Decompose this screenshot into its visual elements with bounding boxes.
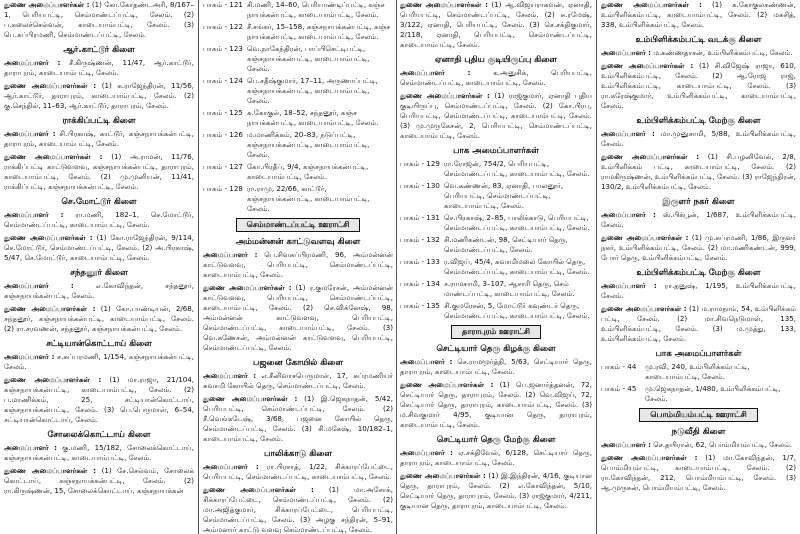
label: அமைப்பாளர் : [4,129,56,138]
booth-text: மு.ஜெகநாதன், 1/480, உம்பிளிக்கம்பட்டி, சேலம். [645,384,781,403]
branch-title: இருளர் நகர் கிளை [662,197,735,207]
booth-text: ம.மாணிக்கம், 20–83, நடுப்பட்டி, கஞ்சநாயக்கன்பட்டி, காடையாம்பட்டி, சேலம். [247,130,370,159]
booth-number: பாகம் - 134 [400,279,440,288]
entry [601,48,796,58]
entry-text: க.அனுசிக், பெரியபட்டி, செம்மாண்டப்பட்டி, காடையாம்பட்டி, சேலம். [400,68,592,87]
booth-text: க.கோகுல், 18–52, சந்தனூர், கஞ்ச நாயக்கன்பட்டி, காடையாம்பட்டி, சேலம். [247,108,379,127]
booth-text: வெ.நாகேந்திரன், பாப்பிசெட்டிபட்டி, கஞ்சநாயக்கன்பட்டி, காடையாம்பட்டி, சேலம். [247,44,370,73]
booth-text: ச.ராமசாமி, 3–107, ஆசாரி தெரு, செம் மாண்டப்பட்டி, காடையாம்பட்டி, சேலம். [444,279,575,298]
entry-text: ஏ.சக்திவேல், 6/128, செட்டியார் தெரு, தாராபுரம், காடையாம்பட்டி, சேலம். [400,448,592,467]
entry [400,357,592,377]
entry [203,250,393,280]
entry-text: (1) கோ.பாண்டியன், 2/68, சந்தனூர், கஞ்சநாயக்கன்பட்டி, காடையாம்பட்டி, சேலம். (2) ரா.சரவணன், சந்தனூர், கஞ்சநாயக்கன்பட்டி, சேலம். [4,304,194,333]
entry [4,58,194,78]
entry-text: செ.ராமமூர்த்தி, 5/63, செட்டியார் தெரு, தாராபுரம், காடையாம்பட்டி, சேலம். [400,357,592,376]
entry [203,485,393,534]
entry-text: (1) பெ.ஜனார்த்தனன், 72, செட்டியார் தெரு, தாராபுரம், சேலம். (2) வெ.விஜய், 72, செட்டியார் தெரு, தாராபுரம், காடையாம்பட்டி, சேலம். (3) ம.சிவகுமார் 4/95, குடியான தெரு, தாராபுரம், காடையாம்பட்டி, சேலம். [400,380,592,429]
booth-row [203,0,393,20]
booth-section-title: பாக அமைப்பாளர்கள் [655,349,742,359]
panchayat-banner: தாராபுரம் ஊராட்சி [451,325,541,339]
branch-title: ஆர்.காட்டூர் கிளை [63,45,135,55]
label: அமைப்பாளர் : [203,462,259,471]
entry [4,210,194,230]
booth-number: பாகம் - 45 [601,384,637,393]
entry [4,466,194,496]
entry [601,453,796,493]
entry-text: எ.சீனிவாசபெருமாள், 17, சுப்ரமணியர் சுவாமி கோயில் தெரு, செம்மாண்டப்பட்டி, சேலம். [203,371,393,390]
entry [400,471,592,511]
label: அமைப்பாளர் : [203,371,257,380]
booth-text: வெ.கண்ணன், 83, ஏனாதி, பாலனூர், பெரியபட்டி, செம்மாண்டப்பட்டி, காடையாம்பட்டி, சேலம். [444,181,564,210]
branch-title: உம்பிளிக்கம்பட்டி மேற்கு கிளை [636,268,761,278]
label: துணை அமைப்பாளர்கள் : [4,0,90,9]
booth-text: ர.விஜய், 45/4, சுவாமிமலை கோயில் தெரு, செம்மாண்டப்பட்டி, காடையாம்பட்டி, சேலம். [444,257,590,276]
column-2 [203,0,393,534]
booth-list [400,159,592,321]
booth-number: பாகம் - 121 [203,0,243,9]
label: அமைப்பாளர் : [400,448,453,457]
booth-number: பாகம் - 128 [203,184,243,193]
entry-text: (1) இ.ஜெகநாதன், 5/42, பெரியபட்டி, செம்மாண்டப்பட்டி, சேலம். (2) சீ.வெங்கடேஷ், 3/68, பஜனை கோயில் தெரு, செம்மாண்டப்பட்டி, சேலம். (3) சி.மகேஷ், 10/182–1, காடையாம்பட்டி, சேலம். [203,394,393,443]
booth-list [203,0,393,214]
branch-title: செட்டியார் தெரு கிழக்கு கிளை [436,344,556,354]
branch-title: நடுவீதி கிளை [671,427,726,437]
entry-text: சி.பிரகாஷ், காட்டூர், கஞ்சநாயக்கன்பட்டி, தாராபுரம், காடையாம்பட்டி, சேலம். [4,129,194,148]
label: துணை அமைப்பாளர்கள் : [601,233,689,242]
entry [203,283,393,353]
label: துணை அமைப்பாளர்கள் : [4,466,96,475]
label: துணை அமைப்பாளர்கள் : [601,0,702,9]
booth-number: பாகம் - 122 [203,22,243,31]
branch-title: சோலைக்கொட்டாய் கிளை [47,430,151,440]
entry [601,281,796,301]
entry [4,375,194,425]
label: துணை அமைப்பாளர்கள் : [203,485,314,494]
branch-title: உம்பிளிக்கம்பட்டி வடக்கு கிளை [635,35,762,45]
label: துணை அமைப்பாளர்கள் : [4,152,103,161]
booth-row [400,301,592,321]
entry [400,91,592,141]
booth-row [203,44,393,74]
booth-text: சி.மணி, 14–60, பெரியாண்டிப்பட்டி, கஞ்ச நாயக்கன்பட்டி, காடையாம்பட்டி, சேலம். [247,0,385,19]
branch-title: ஏனாதி புதிய குடியிருப்பு கிளை [435,55,557,65]
label: துணை அமைப்பாளர்கள் : [400,91,490,100]
label: அமைப்பாளர் : [4,352,55,361]
booth-section-title: பாக அமைப்பாளர்கள் [453,146,539,156]
entry-text: (1) கோ.ராஜேந்திரன், 9/114, செ.மோட்டூர், செம்மாண்டப்பட்டி, சேலம். (2) அ.பிரகாஷ், 5/47, செ.மோட்டூர், காடையாம்பட்டி, சேலம். [4,233,194,262]
entry-text: ரா.மணி, 182–1, செ.மோட்டூர், செம்மாண்டப்பட்டி, காடையாம்பட்டி, சேலம். [4,210,194,229]
label: துணை அமைப்பாளர்கள் : [601,304,687,313]
entry [400,68,592,88]
branch-title: ராக்கிப்பட்டி கிளை [62,116,136,126]
entry-text: எ.கோவிந்தன், சந்தனூர், கஞ்சநாயக்கன்பட்டி, சேலம். [4,281,194,300]
booth-list [601,362,796,404]
branch-title: உம்பிளிக்கம்பட்டி மேற்கு கிளை [636,116,761,126]
booth-number: பாகம் - 129 [400,159,440,168]
entry [601,233,796,263]
booth-text: சி.மணிகண்டன், 98, செட்டியார் தெரு, செம்மாண்டப்பட்டி, சேலம். [444,235,568,254]
booth-number: பாகம் - 126 [203,130,243,139]
booth-row [203,22,393,42]
branch-title: சந்தனூர் கிளை [70,268,128,278]
entry-text: ம.கண்ணதாசன், உம்பிளிக்கம்பட்டி, சேலம். [653,48,793,57]
booth-row [203,130,393,160]
entry-text: (1) மா.கோவிந்தன், 1/7, பொம்மியம்பட்டி, காடையாம்பட்டி, சேலம். (2) ரா.கோவிந்தன், 212, பொம்மியம்பட்டி, சேலம். (3) ஆ.முருகன், பொம்மியம்பட்டி, சேலம். [601,453,796,492]
label: துணை அமைப்பாளர்கள் : [601,61,694,70]
booth-text: பெ.சதீஷ்குமார், 17–11, அருணாப்பட்டி, கஞ்சநாயக்கன்பட்டி, காடையாம்பட்டி, சேலம். [247,76,378,105]
entry-text: (1) சி.பழனிவேல், 2/8, உம்பிளிக்கம் பட்டி, காடையாம்பட்டி, சேலம். (2) ராமகிருஷ்ணன், உம்பிளிக்கம்பட்டி, சேலம். (3) ராஜேந்திரன், 130/2, உம்பிளிக்கம்பட்டி, சேலம். [601,152,796,191]
booth-text: செ.பிரகாஷ், 2–85, பாலிக்காடு, பெரியபட்டி, செம்மாண்டப்பட்டி, காடையாம்பட்டி, சேலம். [444,213,590,232]
column-divider [198,0,199,534]
booth-text: மு.ரவி, 240, உம்பிளிக்கம்பட்டி, காடையாம்பட்டி, சேலம். [645,362,750,381]
label: துணை அமைப்பாளர்கள் : [4,304,96,313]
booth-number: பாகம் - 135 [400,301,440,310]
entry-text: (1) மு.சுப்ரமணி, 1/86, இருளர் நகர், உம்பிளிக்கம்பட்டி, சேலம். (2) மா.மணிகண்டன், 999, போர் தெரு, உம்பிளிக்கம்பட்டி, சேலம். [601,233,796,262]
booth-text: ரா.ராமு, 22/66, காட்டூர், கஞ்சநாயக்கன்பட்டி, காடையாம்பட்டி, சேலம். [247,184,370,213]
booth-row [400,279,592,299]
label: துணை அமைப்பாளர்கள் : [400,471,486,480]
label: துணை அமைப்பாளர்கள் : [4,233,93,242]
entry [203,371,393,391]
column-divider [596,0,597,534]
entry-text: (1) ர.குமரேசன், அம்மன்னன் காட்டுவளவு, பெரியபட்டி, செம்மாண்டப்பட்டி, காடையாம்பட்டி, சேலம். (2) செ.விக்னேஷ், 98, அம்மன்னன் காட்டுவளவு, பெரியபட்டி, செம்மாண்டப்பட்டி, காடையாம்பட்டி, சேலம். (3) வெ.கணேசன், அம்மன்னன் காட்டுவளவு, பெரியபட்டி, செம்மாண்டப்பட்டி, சேலம். [203,283,393,352]
entry-text: பெ.சிவசுப்பிரமணி, 96, அம்மன்னன் காட்டுவளவு, பெரியபட்டி, செம்மாண்டப்பட்டி, காடையாம்பட்டி, சேலம். [203,250,393,279]
entry-text: ச.சுப்பரமணி, 1/154, கஞ்சநாயக்கன்பட்டி, சேலம். [4,352,194,371]
entry [4,129,194,149]
label: அமைப்பாளர் : [601,129,655,138]
entry [400,380,592,430]
booth-row [203,184,393,214]
entry [4,352,194,372]
label: அமைப்பாளர் : [400,357,453,366]
entry [601,210,796,230]
booth-row [400,235,592,255]
label: துணை அமைப்பாளர்கள் : [203,394,298,403]
column-4 [601,0,796,534]
entry-text: (1) க.ராஜேந்திரன், 11/56, ஆர்.காட்டூர், தாராபுரம், காடையாம்பட்டி, சேலம். (2) கு.செந்தில், 11–63, ஆர்.காட்டூர், தாராபுரம், சேலம். [4,81,194,110]
entry [4,81,194,111]
entry [4,233,194,263]
label: அமைப்பாளர் : [601,48,651,57]
entry-text: (1) கோ.கோதண்டஅரி, 8/167–1, பெரியபட்டி, செம்மாண்டப்பட்டி, சேலம். (2) ப.கலைச்செல்வன், காடையாம்பட்டி, சேலம். (3) பெ.சுப்பிரமணி, செம்மாண்டப்பட்டி, சேலம். [4,0,194,39]
label: அமைப்பாளர் : [601,210,656,219]
booth-number: பாகம் - 124 [203,76,243,85]
entry [601,304,796,344]
column-1 [4,0,194,534]
label: துணை அமைப்பாளர்கள் : [601,152,700,161]
entry-text: (1) ஆ.விஜயராகவன், ஏனாதி, பெரியபட்டி, செம்மாண்டப்பட்டி, சேலம். (2) சு.ரமேஷ், 3/122, ஏனாதி, பெரியபட்டி, சேலம். (3) செ.சக்திகுமார், 2/118, ஏனாதி, பெரியபட்டி, செம்மாண்டப்பட்டி, காடையாம்பட்டி, சேலம். [400,0,592,49]
entry-text: (1) மா.அசோக், சிக்காரப்பேட்டை, செம்மாண்டப்பட்டி, சேலம். (2) மா.அஜித்குமார், சிக்காரப்பேட்டை, பெரியபட்டி, செம்மாண்டப்பட்டி, சேலம். (3) அழகு சந்திரன், 5–91, அம்மனார் காட்டு வளவு செம்மாண்டப்பட்டி, சேலம். [203,485,393,534]
branch-title: செ.மோட்டூர் கிளை [61,197,137,207]
label: அமைப்பாளர் : [4,210,64,219]
branch-title: செட்டியார் தெரு மேற்கு கிளை [436,435,556,445]
booth-number: பாகம் - 44 [601,362,637,371]
label: துணை அமைப்பாளர்கள் : [601,453,698,462]
entry-text: (1) இ.இந்திரன், 4/16, குடியான தெரு, தாராபுரம், சேலம். (2) எ.கோவிந்தன், 5/10, செட்டியார் தெரு, தாராபுரம், சேலம். (3) ராஜ்குமார், 4/211, குடியான தெரு, தாராபுரம், காடையாம்பட்டி, சேலம். [400,471,592,510]
booth-row [400,159,592,179]
entry-text: சீ.கிருஷ்ணன், 11/47, ஆர்.காட்டூர், தாராபுரம், காடையாம்பட்டி, சேலம். [4,58,194,77]
label: அமைப்பாளர் : [400,68,471,77]
booth-row [203,162,393,182]
entry [601,440,796,450]
entry [601,0,796,30]
entry [4,0,194,40]
entry [4,152,194,192]
entry [4,443,194,463]
panchayat-banner: பொம்மியம்பட்டி ஊராட்சி [639,408,757,422]
branch-title: சட்டியான்கொட்டாய் கிளை [46,339,152,349]
branch-title: பாலிக்காடு கிளை [264,449,332,459]
label: துணை அமைப்பாளர்கள் : [4,375,102,384]
label: அமைப்பாளர் : [601,281,657,290]
entry-text: (1) மா.ராஜா, 21/104, கஞ்சநாயக்கன்பட்டி, காடையாம்பட்டி, சேலம். (2) ப.மாணிக்கம், 25, சட்டியான்கொட்டாய், கஞ்சநாயக்கன்பட்டி, சேலம். (3) பெ.பெருமாள், 6–54, சட்டியான்கொட்டாய், சேலம். [4,375,194,424]
branch-title: அம்மன்னன் காட்டுவளவு கிளை [235,237,361,247]
label: அமைப்பாளர் : [203,250,258,259]
column-3 [400,0,592,534]
entry-text: (1) அ.ராமன், 11/76, ராக்கிப்பட்டி காட்டுவளவு, கஞ்சநாயக்கன்பட்டி, தாராபுரம், காடையாம்பட்டி, சேலம். (2) மு.முனியன், 11/41, ராக்கிப்பட்டி, கஞ்சநாயக்கன்பட்டி, சேலம். [4,152,194,191]
booth-number: பாகம் - 130 [400,181,440,190]
entry [601,61,796,111]
entry-text: கு.மணி, 15/182, சோலைக்கொட்டாய், கஞ்சநாயக்கன்பட்டி, காடையாம்பட்டி, சேலம். [4,443,194,462]
label: அமைப்பாளர் : [4,281,74,290]
booth-number: பாகம் - 123 [203,44,243,53]
booth-number: பாகம் - 132 [400,235,440,244]
entry [400,0,592,50]
booth-row [203,108,393,128]
label: அமைப்பாளர் : [4,58,61,67]
entry-text: ஸ்.பிக்பூன், 1/687, உம்பிளிக்கம்பட்டி, சேலம். [601,210,796,229]
entry [601,152,796,192]
booth-row [203,76,393,106]
label: துணை அமைப்பாளர்கள் : [4,81,97,90]
label: துணை அமைப்பாளர்கள் : [400,380,494,389]
label: துணை அமைப்பாளர்கள் : [203,283,292,292]
entry [601,129,796,149]
entry-text: (1) க.கோகுலகண்ணன், உம்பிளிக்கம்பட்டி, காடையாம்பட்டி, சேலம். (2) மசுசித், 338, உம்பிளிக்கம்பட்டி, சேலம். [601,0,796,29]
entry [203,394,393,444]
booth-number: பாகம் - 131 [400,213,440,222]
booth-row [400,213,592,233]
booth-row [601,362,796,382]
entry-text: செ.தயிரான், 62, பொம்மியம்பட்டி, சேலம். [653,440,793,449]
entry [400,448,592,468]
booth-row [601,384,796,404]
entry-text: (1) ம.ராமநாம், 54, உம்பிளிக்கம் பட்டி, சேலம். (2) மா.சிவநெடுமாள், 135, உம்பிளிக்கம்பட்டி, சேலம். (3) ம.முத்து, 133, உம்பிளிக்கம்பட்டி, சேலம். [601,304,796,343]
booth-number: பாகம் - 125 [203,108,243,117]
label: அமைப்பாளர் : [4,443,58,452]
entry-text: (1) சே.செல்வம், சோலைக் கொட்டாய், கஞ்சநாயக்கன்பட்டி, சேலம். (2) ரா.கிருஷ்ணன், 15, சோலைக்கொட்டாய், கஞ்சநாயக்கன் [4,466,194,495]
label: அமைப்பாளர் : [601,440,651,449]
booth-text: ரா.ரோஜன், 754/2, பெரியபட்டி, செம்மாண்டப்பட்டி, காடையாம்பட்டி, சேலம். [444,159,590,178]
booth-row [400,257,592,277]
label: துணை அமைப்பாளர்கள் : [400,0,488,9]
entry [4,304,194,334]
entry-text: மா.முனுசாமி, 5/88, உம்பிளிக்கம்பட்டி, சேலம். [601,129,796,148]
booth-text: கோ.பிரதீப், 9/4, கஞ்சநாயக்கன்பட்டி, காடையாம்பட்டி, சேலம். [247,162,369,181]
booth-row [400,181,592,211]
entry [203,462,393,482]
booth-text: சீ.சங்கர், 15–158, கஞ்சநாயக்கன்பட்டி, கஞ்ச நாயக்கன்பட்டி, காடையாம்பட்டி, சேலம். [247,22,391,41]
entry-text: ரா.பிரசாத், 1/22, சிக்காரப்பேட்டை, பெரியபட்டி, செம்மாண்டப்பட்டி, காடையாம்பட்டி, சேலம். [203,462,393,481]
entry-text: (1) ராஜ்குமார், ஏனாதி புதிய குடியிருப்பு, செம்மாண்டப்பட்டி, சேலம். (2) கோ.பிரபு, பெரியபட்டி, செம்மாண்டப்பட்டி, காடையாம்பட்டி, சேலம். (3) மு.முருகேசன், 2, பெரியபட்டி, செம்மாண்டப்பட்டி, காடையாம்பட்டி, சேலம். [400,91,592,140]
column-divider [396,0,397,534]
entry-text: (1) சி.விஜேஷ் ராஜா, 610, உம்பிளிக்கம்பட்டி, சேலம். (2) ஆ.ரோஜ ராஜ், உம்பிளிக்கம்பட்டி, காடையாம்பட்டி, சேலம். (3) ரா.சுரேஷ்குமார், உம்பிளிக்கம்பட்டி, காடையாம்பட்டி, சேலம். [601,61,796,110]
booth-text: சி.குமரேசன், 5, மோட்டூர் கவுண்டர் தெரு, செம்மாண்டப்பட்டி, காடையாம்பட்டி, சேலம். [444,301,590,320]
branch-title: பஜனை கோயில் கிளை [253,358,343,368]
booth-number: பாகம் - 133 [400,257,440,266]
entry [4,281,194,301]
booth-number: பாகம் - 127 [203,162,243,171]
entry-text: ரா.தனுஷ், 1/195, உம்பிளிக்கம்பட்டி, சேலம். [601,281,796,300]
panchayat-banner: செம்மாண்டப்பட்டி ஊராட்சி [236,218,361,232]
